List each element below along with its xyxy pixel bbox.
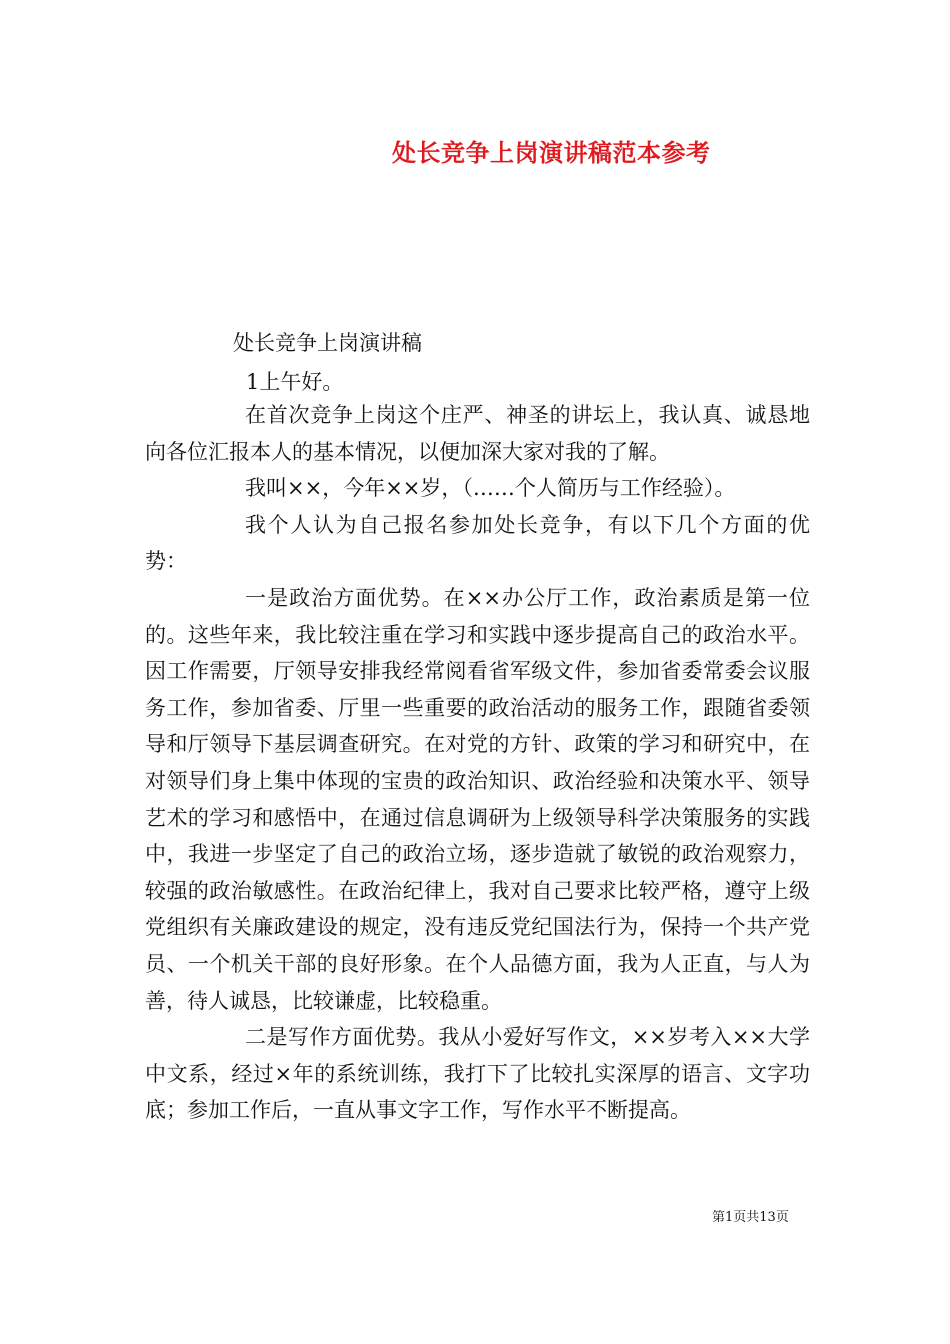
page-number-footer: 第1页共13页: [712, 1210, 789, 1225]
paragraph-personal-info: 我叫××，今年××岁，（……个人简历与工作经验）。: [245, 476, 736, 501]
paragraph-political-advantage: 一是政治方面优势。在××办公厅工作，政治素质是第一位的。这些年来，我比较注重在学习和实践中逐步提高自己的政治水平。因工作需要，厅领导安排我经常阅看省军级文件，参加省委常委会议服务工作，参加省委、厅里一些重要的政治活动的服务工作，跟随省委领导和厅领导下基层调查研究。在对党的方针、政策的学习和研究中，在对领导们身上集中体现的宝贵的政治知识、政治经验和决策水平、领导艺术的学习和感悟中，在通过信息调研为上级领导科学决策服务的实践中，我进一步坚定了自己的政治立场，逐步造就了敏锐的政治观察力，较强的政治敏感性。在政治纪律上，我对自己要求比较严格，遵守上级党组织有关廉政建设的规定，没有违反党纪国法行为，保持一个共产党员、一个机关干部的良好形象。在个人品德方面，我为人正直，与人为善，待人诚恳，比较谦虚，比较稳重。: [145, 585, 810, 1013]
paragraph-writing-advantage: 二是写作方面优势。我从小爱好写作文，××岁考入××大学中文系，经过×年的系统训练，我打下了比较扎实深厚的语言、文字功底；参加工作后，一直从事文字工作，写作水平不断提高。: [145, 1025, 810, 1123]
paragraph-intro: 在首次竞争上岗这个庄严、神圣的讲坛上，我认真、诚恳地向各位汇报本人的基本情况，以便加深大家对我的了解。: [145, 403, 810, 464]
body-text: [145, 397, 810, 1129]
greeting-line: 1上午好。: [246, 370, 344, 394]
document-title: 处长竞争上岗演讲稿范本参考: [392, 138, 711, 167]
paragraph-advantages-lead: 我个人认为自己报名参加处长竞争，有以下几个方面的优势：: [145, 512, 810, 574]
speech-subtitle: 处长竞争上岗演讲稿: [233, 331, 422, 355]
